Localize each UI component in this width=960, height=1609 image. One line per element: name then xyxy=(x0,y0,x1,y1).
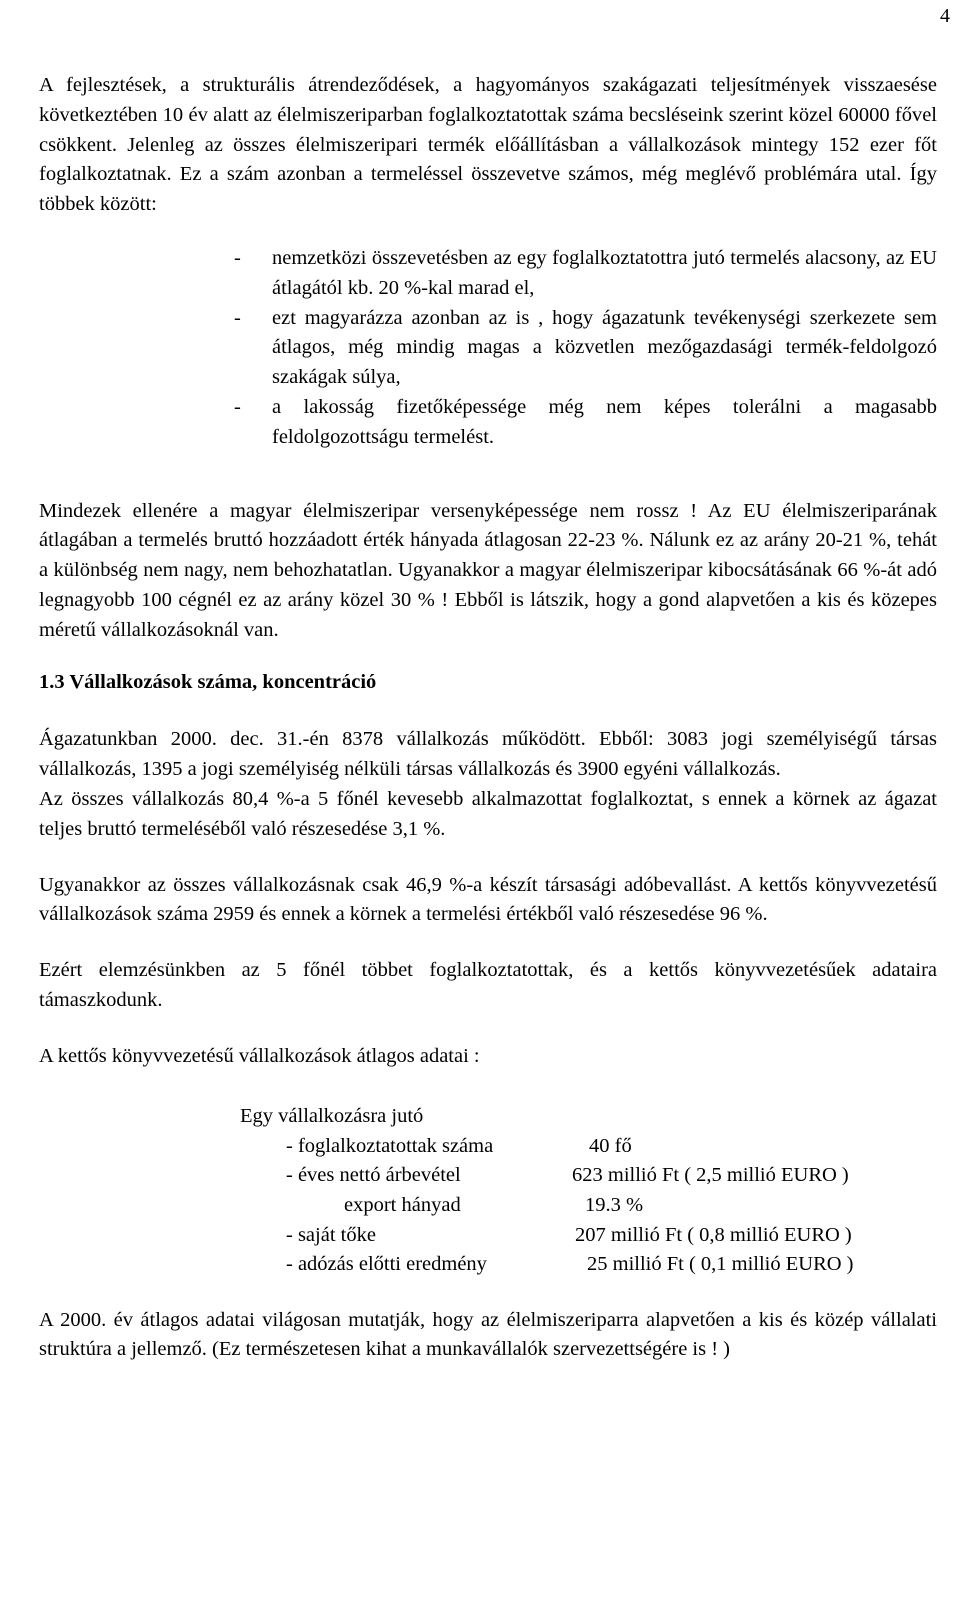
table-row-value: 40 fő xyxy=(589,1134,632,1157)
paragraph-analysis-basis: Ezért elemzésünkben az 5 főnél többet foglalkoztatottak, és a kettős könyvvezetésűek adataira támaszkodunk. xyxy=(39,959,937,1011)
paragraph-enterprise-count: Ágazatunkban 2000. dec. 31.-én 8378 vállalkozás működött. Ebből: 3083 jogi személyiségű társas vállalkozás, 1395 a jogi személyiség nélküli társas vállalkozás és 3900 egyéni vállalkozás. xyxy=(39,728,937,781)
bullet-item xyxy=(39,304,937,393)
bullet-item xyxy=(39,244,937,304)
table-row-label: - éves nettó árbevétel xyxy=(286,1163,461,1186)
table-row-label: - adózás előtti eredmény xyxy=(286,1252,487,1275)
table-row-value: 19.3 % xyxy=(585,1193,644,1216)
paragraph-average-data-intro: A kettős könyvvezetésű vállalkozások átlagos adatai : xyxy=(39,1044,480,1067)
bullet-dash: - xyxy=(234,306,241,329)
table-header: Egy vállalkozásra jutó xyxy=(240,1104,424,1127)
bullet-dash: - xyxy=(234,246,241,269)
table-row-label: - saját tőke xyxy=(286,1223,376,1246)
bullet-text: ezt magyarázza azonban az is , hogy ágazatunk tevékenységi szerkezete sem átlagos, még mindig magas a közvetlen mezőgazdasági termék-feldolgozó szakágak súlya, xyxy=(272,306,937,389)
table-row-label: - foglalkoztatottak száma xyxy=(286,1134,494,1157)
average-data-table xyxy=(39,1102,937,1280)
table-row-label: export hányad xyxy=(344,1193,461,1216)
bullet-text: a lakosság fizetőképessége még nem képes tolerálni a magasabb feldolgozottságu termelést. xyxy=(272,395,937,448)
bullet-text: nemzetközi összevetésben az egy foglalkoztatottra jutó termelés alacsony, az EU átlagától kb. 20 %-kal marad el, xyxy=(272,246,937,299)
section-heading: 1.3 Vállalkozások száma, koncentráció xyxy=(39,670,377,693)
table-row-value: 207 millió Ft ( 0,8 millió EURO ) xyxy=(575,1223,852,1246)
document-body xyxy=(39,71,937,1365)
bullet-dash: - xyxy=(234,395,241,418)
paragraph-small-enterprises: Az összes vállalkozás 80,4 %-a 5 főnél kevesebb alkalmazottat foglalkoztat, s ennek a körnek az ágazat teljes bruttó termeléséből való részesedése 3,1 %. xyxy=(39,787,937,840)
table-row-value: 623 millió Ft ( 2,5 millió EURO ) xyxy=(572,1163,849,1186)
paragraph-conclusion: A 2000. év átlagos adatai világosan mutatják, hogy az élelmiszeriparra alapvetően a kis és közép vállalati struktúra a jellemző. (Ez természetesen kihat a munkavállalók szervezettségére is ! ) xyxy=(39,1308,937,1361)
bullet-list xyxy=(39,244,937,453)
bullet-item xyxy=(39,393,937,453)
paragraph-intro: A fejlesztések, a strukturális átrendeződések, a hagyományos szakágazati teljesítmények visszaesése következtében 10 év alatt az élelmiszeriparban foglalkoztatottak száma becsléseink szerint közel 60000 fővel csökkent. Jelenleg az összes élelmiszeripari termék előállításban a vállalkozások mintegy 152 ezer főt foglalkoztatnak. Ez a szám azonban a termeléssel összevetve számos, még meglévő problémára utal. Így többek között: xyxy=(39,74,937,216)
page-number: 4 xyxy=(940,5,950,27)
table-row-value: 25 millió Ft ( 0,1 millió EURO ) xyxy=(587,1252,854,1275)
paragraph-competitiveness: Mindezek ellenére a magyar élelmiszeripar versenyképessége nem rossz ! Az EU élelmiszeriparának átlagában a termelés bruttó hozzáadott érték hányada átlagosan 22-23 %. Nálunk ez az arány 20-21 %, tehát a különbség nem nagy, nem behozhatatlan. Ugyanakkor a magyar élelmiszeripar kibocsátásának 66 %-át adó legnagyobb 100 cégnél ez az arány közel 30 % ! Ebből is látszik, hogy a gond alapvetően a kis és közepes méretű vállalkozásoknál van. xyxy=(39,499,937,641)
paragraph-tax-returns: Ugyanakkor az összes vállalkozásnak csak 46,9 %-a készít társasági adóbevallást. A kettős könyvvezetésű vállalkozások száma 2959 és ennek a körnek a termelési értékből való részesedése 96 %. xyxy=(39,873,937,926)
